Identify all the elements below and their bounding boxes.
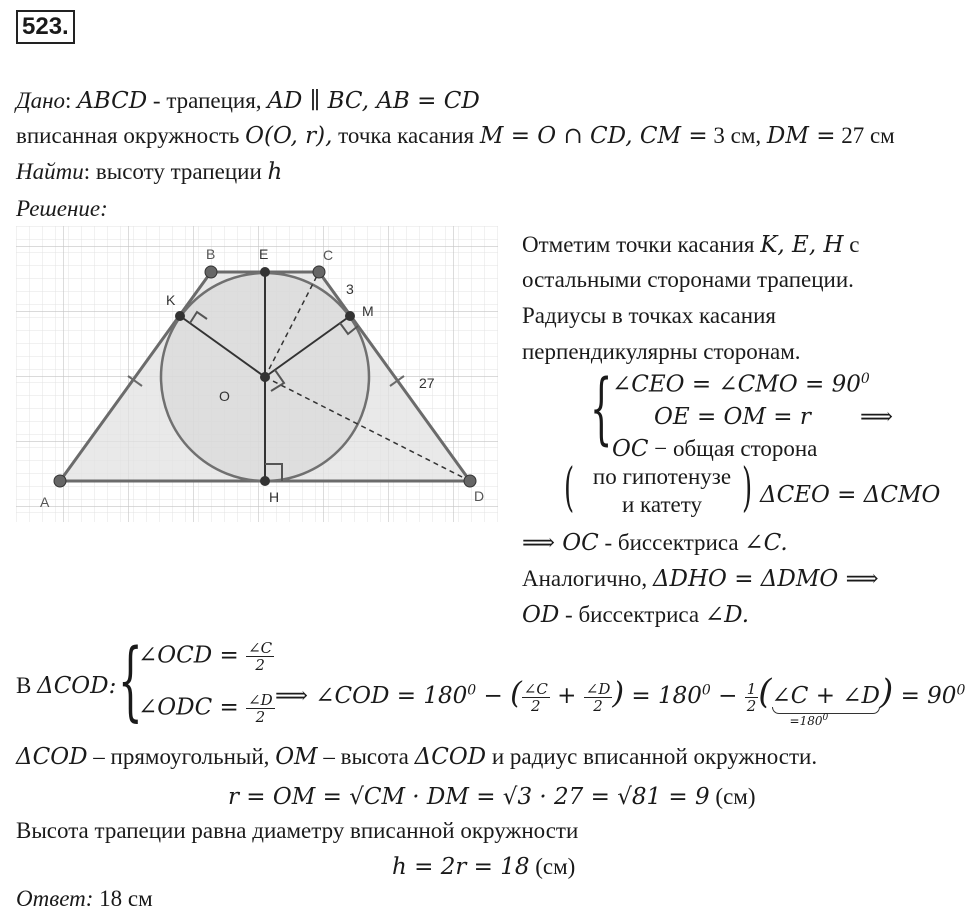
system-line-1-sup: 0 — [860, 371, 870, 387]
cod-equation — [275, 672, 965, 728]
frac-c-half-2 — [522, 681, 550, 714]
criterion-line-2: и катету — [621, 492, 702, 517]
frac-d-half — [246, 692, 275, 725]
answer-line — [16, 886, 153, 912]
given-label: Дано — [16, 88, 66, 113]
given-trapezoid: ABCD — [77, 88, 148, 114]
bisector-line-2 — [522, 602, 749, 628]
point-m — [345, 311, 355, 321]
system-line-1 — [612, 371, 870, 398]
label-c: C — [323, 247, 334, 263]
find-label: Найти — [16, 159, 84, 184]
label-d: D — [474, 488, 485, 504]
rt-c: OM — [275, 744, 318, 770]
paren-right: ) — [742, 458, 753, 518]
given-circle-expr: O(O, r), — [245, 123, 333, 149]
right-text-1c: с — [849, 232, 860, 257]
bisector-2b: - биссектриса — [565, 602, 700, 627]
right-line-4: перпендикулярны сторонам. — [522, 339, 801, 364]
label-b: B — [206, 246, 216, 262]
cod-sup-3: 0 — [956, 682, 965, 699]
given-dm-expr: DM = — [766, 123, 836, 149]
right-triangle-line — [16, 744, 817, 770]
h-formula-unit: (см) — [535, 854, 576, 879]
r-formula-unit: (см) — [715, 784, 756, 809]
label-h: H — [269, 489, 280, 505]
given-point-expr: M = O ∩ CD, CM = — [479, 123, 708, 149]
bisector-2a: OD — [522, 602, 560, 628]
cod-minus-2: − — [718, 683, 738, 709]
r-formula-expr: r = OM = √CM · DM = √3 · 27 = √81 = 9 — [228, 784, 710, 810]
label-cm: 3 — [346, 281, 354, 297]
system-line-3 — [612, 436, 817, 462]
given-circle-text: вписанная окружность — [16, 123, 240, 148]
cod-paren-close: ) — [612, 676, 625, 711]
label-o: O — [219, 388, 230, 404]
underbrace-label — [790, 713, 829, 728]
label-k: K — [166, 292, 176, 308]
bisector-1c: ∠C. — [744, 530, 788, 556]
frac-d2-num: ∠D — [585, 679, 611, 698]
right-line-3: Радиусы в точках касания — [522, 303, 776, 328]
answer-value: 18 см — [99, 886, 153, 911]
system-implies: ⟹ — [860, 404, 893, 429]
cod-sum: ∠C + ∠D — [771, 683, 880, 709]
point-h — [260, 476, 270, 486]
frac-half-den: 2 — [746, 696, 757, 715]
cod-brace: { — [118, 631, 143, 731]
solution-label-text: Решение — [16, 196, 101, 221]
cod-l2-text: ∠ODC = — [138, 694, 239, 721]
paren-left: ( — [564, 458, 575, 518]
cod-lead-a: В — [16, 673, 32, 698]
criterion-line-1: по гипотенузе — [592, 464, 732, 489]
cod-paren2-close: ) — [880, 672, 894, 712]
cod-plus-1: + — [557, 683, 577, 709]
bisector-1b: - биссектриса — [604, 530, 739, 555]
trapezoid-figure — [16, 226, 498, 522]
given-parallel: AD ∥ BC, AB = CD — [267, 88, 480, 114]
frac-d-den: 2 — [255, 708, 266, 726]
frac-d-num: ∠D — [248, 691, 273, 709]
rt-a: ΔCOD — [16, 744, 88, 770]
system-line-3a: OC — [612, 436, 649, 462]
label-dm: 27 — [419, 375, 435, 391]
cod-eq-b: = 180 — [631, 683, 702, 709]
underbrace-sup: 0 — [822, 713, 829, 723]
point-e — [260, 267, 270, 277]
solution-label: Решение: — [16, 196, 108, 221]
system-line-3b: − общая сторона — [654, 436, 818, 461]
h-formula-expr: h = 2r = 18 — [392, 854, 530, 880]
cod-minus-1: − — [483, 683, 503, 709]
find-var: h — [267, 159, 283, 185]
h-formula — [392, 854, 575, 880]
cod-paren2-open: ( — [758, 672, 772, 712]
bisector-2c: ∠D. — [704, 602, 750, 628]
frac-c-den: 2 — [255, 656, 265, 674]
rt-b: – прямоугольный, — [93, 744, 270, 769]
point-a — [54, 475, 66, 487]
r-formula — [228, 784, 756, 810]
height-text: Высота трапеции равна диаметру вписанной окружности — [16, 818, 579, 843]
cod-line-2 — [138, 692, 275, 725]
system-line-1-text: ∠CEO = ∠CMO = 90 — [612, 371, 861, 398]
cod-paren-open: ( — [510, 676, 522, 711]
frac-c-half — [246, 640, 274, 673]
label-e: E — [259, 246, 269, 262]
bisector-1a: ⟹ OC — [522, 530, 599, 556]
cod-l1-text: ∠OCD = — [138, 642, 239, 669]
frac-d-half-2 — [584, 681, 613, 714]
given-line-1: Дано: ABCD - трапеция, AD ∥ BC, AB = CD — [16, 88, 480, 114]
frac-half — [745, 681, 759, 714]
label-a: A — [40, 494, 50, 510]
cod-sup-2: 0 — [701, 682, 711, 699]
frac-c2-num: ∠C — [523, 679, 548, 698]
given-line-2 — [16, 123, 895, 149]
frac-c-num: ∠C — [248, 639, 273, 657]
bisector-line-1 — [522, 530, 788, 556]
system-brace: { — [590, 364, 613, 454]
find-line: Найти: высоту трапеции h — [16, 159, 283, 185]
cod-sup-1: 0 — [467, 682, 477, 699]
point-d — [464, 475, 476, 487]
point-c — [313, 266, 325, 278]
cod-eq-c: = 90 — [900, 683, 957, 709]
point-b — [205, 266, 217, 278]
cod-lead — [16, 673, 116, 699]
find-text: высоту трапеции — [95, 159, 262, 184]
cod-lead-b: ΔCOD: — [37, 673, 117, 699]
cod-sum-group — [771, 683, 880, 728]
right-line-2: остальными сторонами трапеции. — [522, 267, 854, 292]
analog-b: ΔDHO = ΔDMO ⟹ — [652, 566, 879, 592]
point-k — [175, 311, 185, 321]
problem-number: 523. — [16, 10, 75, 44]
given-point-text: точка касания — [338, 123, 475, 148]
given-cm-val: 3 см, — [713, 123, 762, 148]
frac-c2-den: 2 — [531, 696, 541, 715]
underbrace-text: =180 — [789, 714, 823, 728]
rt-f: и радиус вписанной окружности. — [491, 744, 818, 769]
right-line-1 — [522, 232, 859, 258]
rt-e: ΔCOD — [414, 744, 487, 770]
label-m: M — [362, 303, 374, 319]
given-trapezoid-word: - трапеция, — [152, 88, 262, 113]
congruence-1: ΔCEO = ΔCMO — [760, 482, 941, 508]
answer-label: Ответ: — [16, 886, 94, 911]
right-text-1b: K, E, H — [760, 232, 844, 258]
analog-line — [522, 566, 879, 592]
point-o — [260, 372, 270, 382]
cod-eq-a: ⟹ ∠COD = 180 — [275, 683, 468, 709]
rt-d: – высота — [323, 744, 409, 769]
system-line-2: OE = OM = r — [654, 404, 811, 430]
given-dm-val: 27 см — [841, 123, 895, 148]
cod-line-1 — [138, 640, 274, 673]
analog-a: Аналогично, — [522, 566, 648, 591]
right-text-1a: Отметим точки касания — [522, 232, 755, 257]
frac-half-num: 1 — [746, 679, 757, 698]
frac-d2-den: 2 — [593, 696, 603, 715]
